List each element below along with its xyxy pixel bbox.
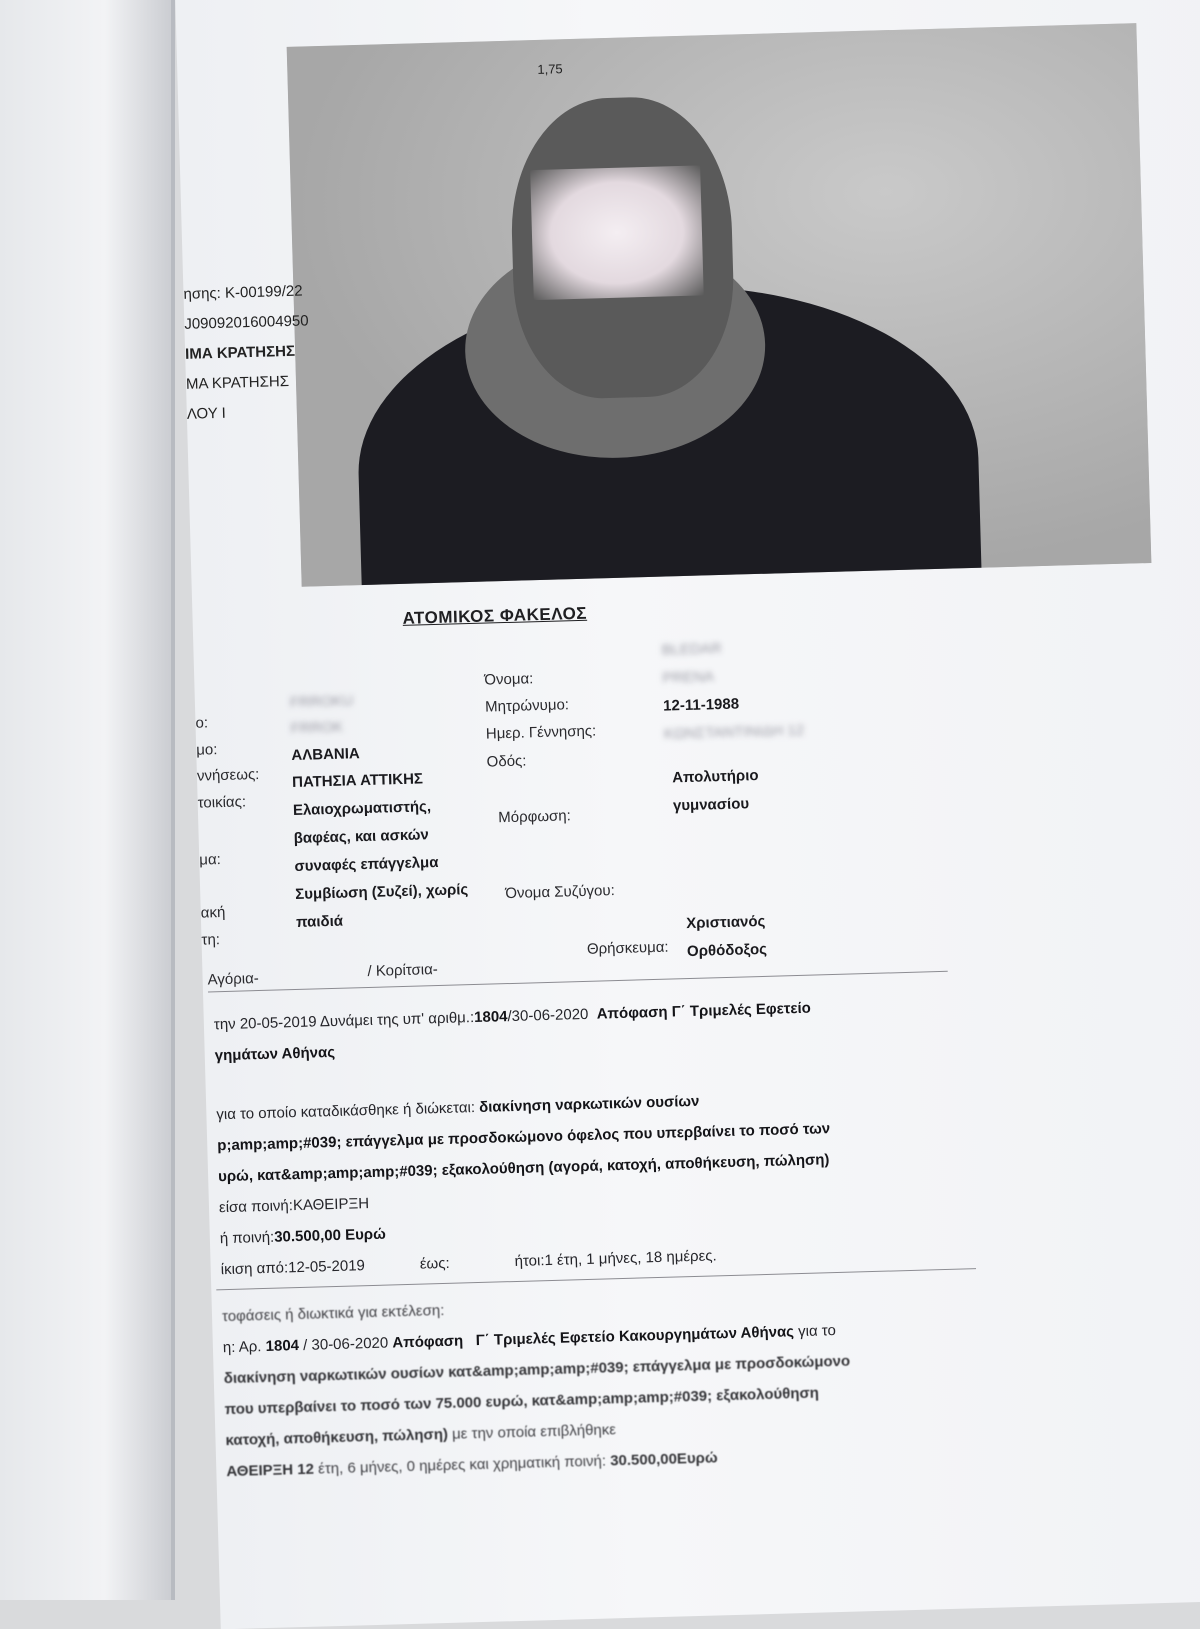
divider-1 [208,971,948,993]
side-meta-line3: ΙΜΑ ΚΡΑΤΗΣΗΣ [184,342,296,363]
label-religion: Θρήσκευμα: [586,938,669,958]
binder-edge [0,0,175,1600]
enforcement-decision: Απόφαση [392,1332,464,1352]
enforcement-line-3: που υπερβαίνει το ποσό των 75.000 ευρώ, κατ&amp;amp;amp;#039; εξακολούθηση [224,1384,820,1419]
penalty-fine-value: 30.500,00 Ευρώ [273,1225,386,1246]
label-surname: ο: [195,714,209,732]
enforcement-line-4a: κατοχή, αποθήκευση, πώληση) [225,1425,449,1450]
value-profession-2: βαφέας, και ασκών [293,826,429,848]
detention-until: έως: [419,1254,450,1273]
offense-line-3: υρώ, κατ&amp;amp;amp;#039; εξακολούθηση (αγορά, κατοχή, αποθήκευση, πώληση) [217,1151,830,1186]
label-boys: Αγόρια- [207,970,259,989]
penalty-fine-line [219,1219,386,1255]
value-residence: ΠΑΤΗΣΙΑ ΑΤΤΙΚΗΣ [291,770,424,792]
enforcement-court: Γ΄ Τριμελές Εφετείο Κακουργημάτων Αθήνας [475,1323,795,1350]
side-meta-line4: ΜΑ ΚΡΑΤΗΣΗΣ [185,372,290,393]
document-title: ΑΤΟΜΙΚΟΣ ΦΑΚΕΛΟΣ [402,603,588,628]
face-blur-overlay [530,165,704,300]
label-father: μο: [195,741,218,759]
label-family-1: ακή [200,903,226,922]
offense-main: διακίνηση ναρκωτικών ουσίων [478,1092,700,1116]
offense-line-2: p;amp;amp;#039; επάγγελμα με προσδοκώμονο όφελος που υπερβαίνει το ποσό των [217,1120,831,1155]
photo-height-label: 1,75 [537,61,563,77]
label-family-2: τη: [201,931,221,949]
value-birthplace: ΑΛΒΑΝΙΑ [291,745,360,765]
detention-duration: ήτοι:1 έτη, 1 μήνες, 18 ημέρες. [514,1247,717,1271]
value-education-2: γυμνασίου [672,795,750,815]
photo-obscured [287,23,1152,587]
value-family-1: Συμβίωση (Συζεί), χωρίς [295,881,469,903]
enforcement-heading: τοφάσεις ή διωκτικά για εκτέλεση: [221,1301,445,1326]
enforcement-sentence-detail: έτη, 6 μήνες, 0 ημέρες και χρηματική ποινή: [317,1452,607,1478]
penalty-main-value: ΚΑΘΕΙΡΞΗ [292,1195,370,1215]
value-surname-blurred: FRROKU [289,692,354,712]
label-mother: Μητρώνυμο: [484,696,570,716]
side-meta-value: K-00199/22 [224,282,303,302]
side-meta-line2: J09092016004950 [184,312,309,333]
enforcement-no-value: 1804 [265,1337,300,1355]
value-profession-1: Ελαιοχρωματιστής, [292,798,432,820]
side-metadata [183,276,311,429]
enforcement-date: / 30-06-2020 [302,1334,389,1354]
label-street: Οδός: [486,752,527,771]
penalty-main-label: είσα ποινή: [218,1197,294,1217]
value-profession-3: συναφές επάγγελμα [294,853,439,876]
value-religion-2: Ορθόδοξος [686,940,768,961]
label-profession: μα: [199,851,222,869]
conviction-court-cont: γημάτων Αθήνας [214,1043,336,1065]
value-mother-blurred: PRENA [662,668,715,687]
enforcement-no-label: η: Αρ. [222,1338,262,1357]
value-street-blurred: ΚΩΝΣΤΑΝΤΙΝΙΔΗ 12 [663,721,805,743]
penalty-fine-label: ή ποινή: [219,1228,275,1248]
value-name-blurred: BLEDAR [661,639,722,659]
detention-from: ίκιση από:12-05-2019 [220,1257,366,1279]
value-religion-1: Χριστιανός [686,912,766,933]
enforcement-for: για το [797,1322,837,1341]
value-family-2: παιδιά [295,912,344,931]
enforcement-line-4b: με την οποία επιβλήθηκε [451,1421,617,1443]
enforcement-line-2: διακίνηση ναρκωτικών ουσίων κατ&amp;amp;amp;#039; επάγγελμα με προσδοκώμονο [223,1352,851,1388]
label-name: Όνομα: [484,670,534,689]
value-dob: 12-11-1988 [662,695,740,715]
label-birthplace: ννήσεως: [196,765,260,785]
side-meta-label: ησης: [183,284,222,303]
label-education: Μόρφωση: [498,807,572,827]
conviction-court: Απόφαση Γ΄ Τριμελές Εφετείο [596,999,812,1023]
value-father-blurred: FRROK [290,718,344,738]
conviction-date-text: την 20-05-2019 Δυνάμει της υπ' αριθμ.: [213,1009,475,1034]
conviction-line-1 [213,993,811,1041]
label-spouse: Όνομα Συζύγου: [505,882,616,903]
document-page [175,0,1200,1629]
enforcement-sentence: ΑΘΕΙΡΞΗ 12 [226,1460,315,1481]
label-residence: τοικίας: [197,793,247,812]
side-meta-line5: ΛΟΥ Ι [186,404,227,423]
penalty-main-line [219,1188,370,1223]
value-education-1: Απολυτήριο [671,767,759,787]
conviction-decision-number: 1804 [473,1008,508,1027]
offense-intro: για το οποίο καταδικάσθηκε ή διώκεται: [216,1099,476,1124]
conviction-decision-date: /30-06-2020 [507,1005,589,1026]
value-girls: / Κορίτσια- [367,961,439,981]
enforcement-fine: 30.500,00Ευρώ [609,1449,718,1470]
label-dob: Ημερ. Γέννησης: [485,722,597,743]
